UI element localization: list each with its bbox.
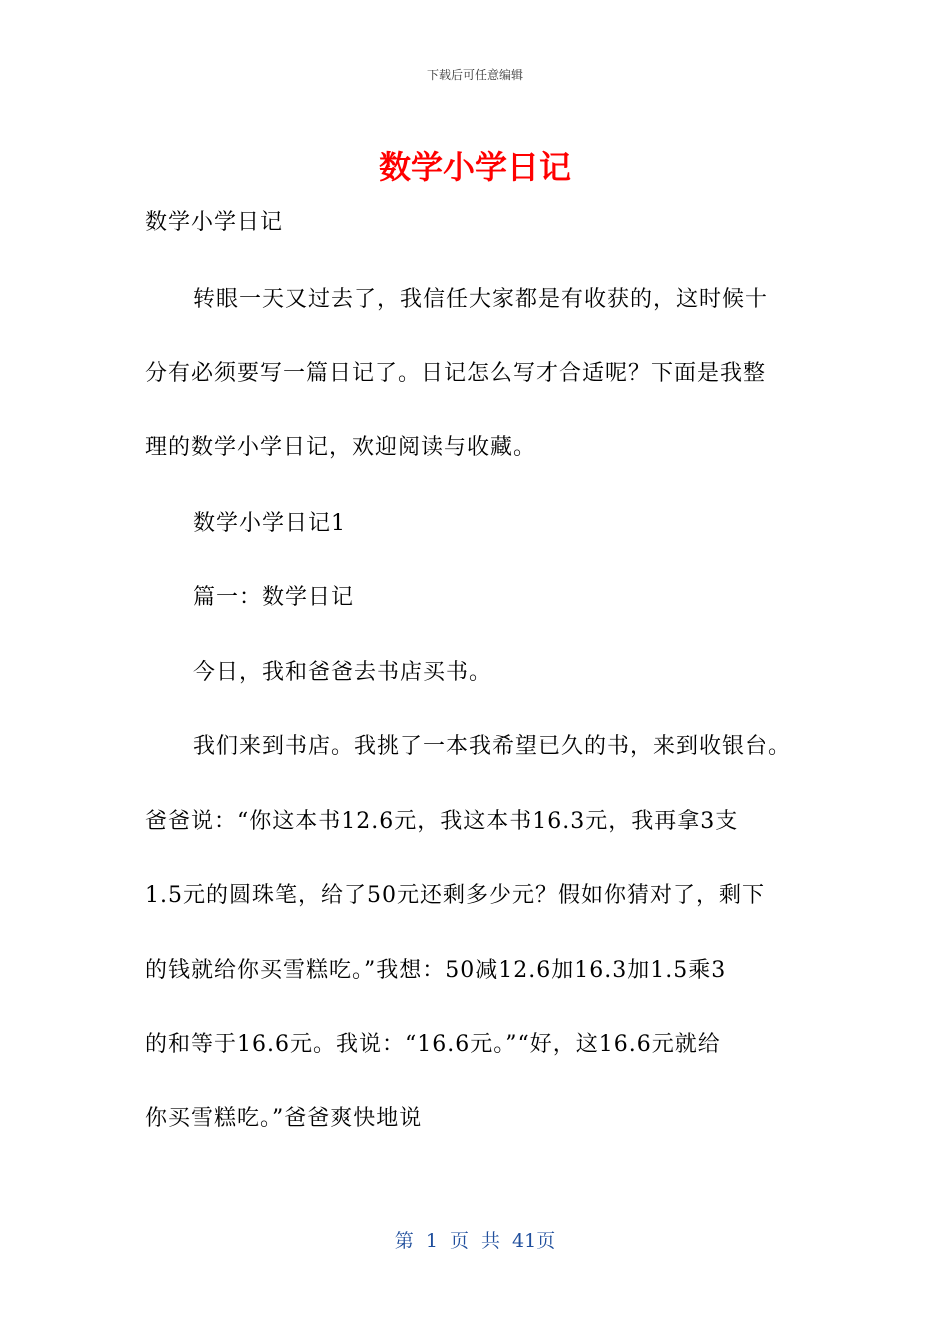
- section-subheading: 篇一：数学日记: [193, 585, 355, 610]
- document-title: 数学小学日记: [378, 148, 571, 186]
- paragraph-line: 1.5元的圆珠笔，给了50元还剩多少元？假如你猜对了，剩下: [145, 883, 765, 908]
- paragraph-line: 的钱就给你买雪糕吃。”我想：50减12.6加16.3加1.5乘3: [145, 958, 727, 983]
- paragraph-line: 转眼一天又过去了，我信任大家都是有收获的，这时候十: [193, 287, 769, 312]
- header-note: 下载后可任意编辑: [426, 68, 523, 82]
- paragraph-line: 爸爸说：“你这本书12.6元，我这本书16.3元，我再拿3支: [145, 809, 739, 834]
- subtitle-line: 数学小学日记: [145, 210, 284, 235]
- paragraph-line: 分有必须要写一篇日记了。日记怎么写才合适呢？下面是我整: [145, 361, 767, 386]
- page-number-footer: 第 1 页 共 41页: [394, 1230, 556, 1252]
- section-heading: 数学小学日记1: [193, 511, 346, 536]
- paragraph-line: 我们来到书店。我挑了一本我希望已久的书，来到收银台。: [193, 734, 792, 759]
- paragraph-line: 你买雪糕吃。”爸爸爽快地说: [145, 1106, 423, 1131]
- paragraph-line: 的和等于16.6元。我说：“16.6元。”“好，这16.6元就给: [145, 1032, 721, 1057]
- paragraph-line: 理的数学小学日记，欢迎阅读与收藏。: [145, 435, 537, 460]
- paragraph-line: 今日，我和爸爸去书店买书。: [193, 660, 493, 685]
